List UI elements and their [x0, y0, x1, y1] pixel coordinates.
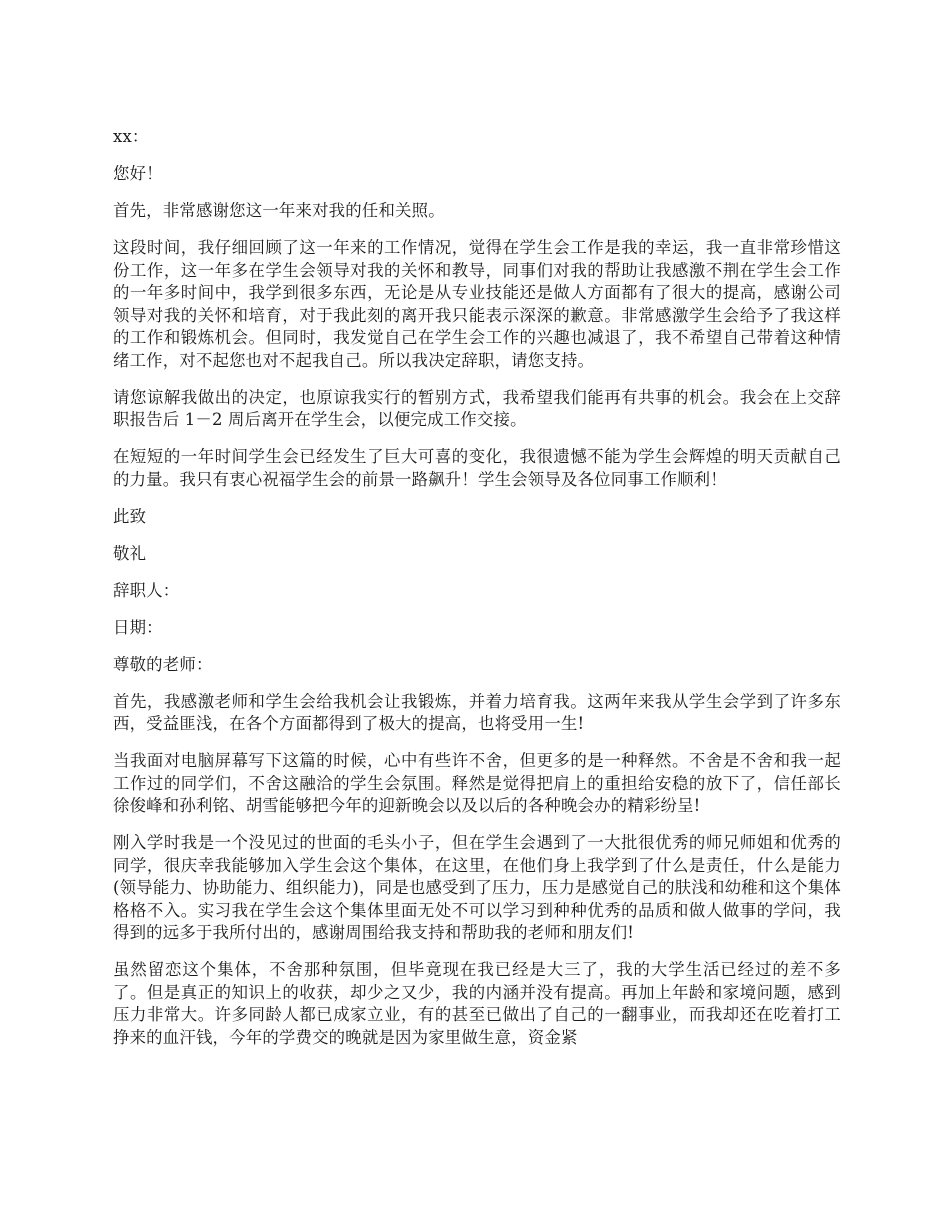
signature-label: 辞职人： — [113, 580, 180, 600]
salutation: 尊敬的老师： — [113, 654, 213, 674]
document-body — [113, 126, 841, 1064]
paragraph: 虽然留恋这个集体，不舍那种氛围，但毕竟现在我已经是大三了，我的大学生活已经过的差不多了。但是真正的知识上的收获，却少之又少，我的内涵并没有提高。再加上年龄和家境问题，感到压力非常大。许多同龄人都已成家立业，有的甚至已做出了自己的一翻事业，而我却还在吃着打工挣来的血汗钱，今年的学费交的晚就是因为家里做生意，资金紧 — [113, 960, 841, 1047]
paragraph: 首先，我感激老师和学生会给我机会让我锻炼，并着力培育我。这两年来我从学生会学到了许多东西，受益匪浅，在各个方面都得到了极大的提高，也将受用一生! — [113, 691, 841, 733]
greeting: 您好！ — [113, 164, 163, 183]
paragraph: 刚入学时我是一个没见过的世面的毛头小子，但在学生会遇到了一大批很优秀的师兄师姐和优秀的同学，很庆幸我能够加入学生会这个集体，在这里，在他们身上我学到了什么是责任，什么是能力(领导能力、协助能力、组织能力)，同是也感受到了压力，压力是感觉自己的肤浅和幼稚和这个集体格格不入。实习我在学生会这个集体里面无处不可以学习到种种优秀的品质和做人做事的学问，我得到的远多于我所付出的，感谢周围给我支持和帮助我的老师和朋友们! — [113, 833, 841, 942]
salutation: xx： — [113, 127, 149, 146]
closing-line: 此致 — [113, 506, 147, 526]
paragraph: 在短短的一年时间学生会已经发生了巨大可喜的变化，我很遗憾不能为学生会辉煌的明天贡献自己的力量。我只有衷心祝福学生会的前景一路飙升！学生会领导及各位同事工作顺利！ — [113, 447, 841, 489]
paragraph: 请您谅解我做出的决定，也原谅我实行的暂别方式，我希望我们能再有共事的机会。我会在上交辞职报告后 1－2 周后离开在学生会，以便完成工作交接。 — [113, 387, 841, 429]
date-label: 日期： — [113, 617, 163, 637]
paragraph: 当我面对电脑屏幕写下这篇的时候，心中有些许不舍，但更多的是一种释然。不舍是不舍和我一起工作过的同学们，不舍这融洽的学生会氛围。释然是觉得把肩上的重担给安稳的放下了，信任部长徐俊峰和孙利铭、胡雪能够把今年的迎新晚会以及以后的各种晚会办的精彩纷呈! — [113, 751, 841, 815]
closing-line: 敬礼 — [113, 543, 147, 563]
paragraph: 首先，非常感谢您这一年来对我的任和关照。 — [113, 201, 445, 220]
paragraph: 这段时间，我仔细回顾了这一年来的工作情况，觉得在学生会工作是我的幸运，我一直非常珍惜这份工作，这一年多在学生会领导对我的关怀和教导，同事们对我的帮助让我感激不荆在学生会工作的一年多时间中，我学到很多东西，无论是从专业技能还是做人方面都有了很大的提高，感谢公司领导对我的关怀和培育，对于我此刻的离开我只能表示深深的歉意。非常感激学生会给予了我这样的工作和锻炼机会。但同时，我发觉自己在学生会工作的兴趣也减退了，我不希望自己带着这种情绪工作，对不起您也对不起我自己。所以我决定辞职，请您支持。 — [113, 238, 841, 370]
